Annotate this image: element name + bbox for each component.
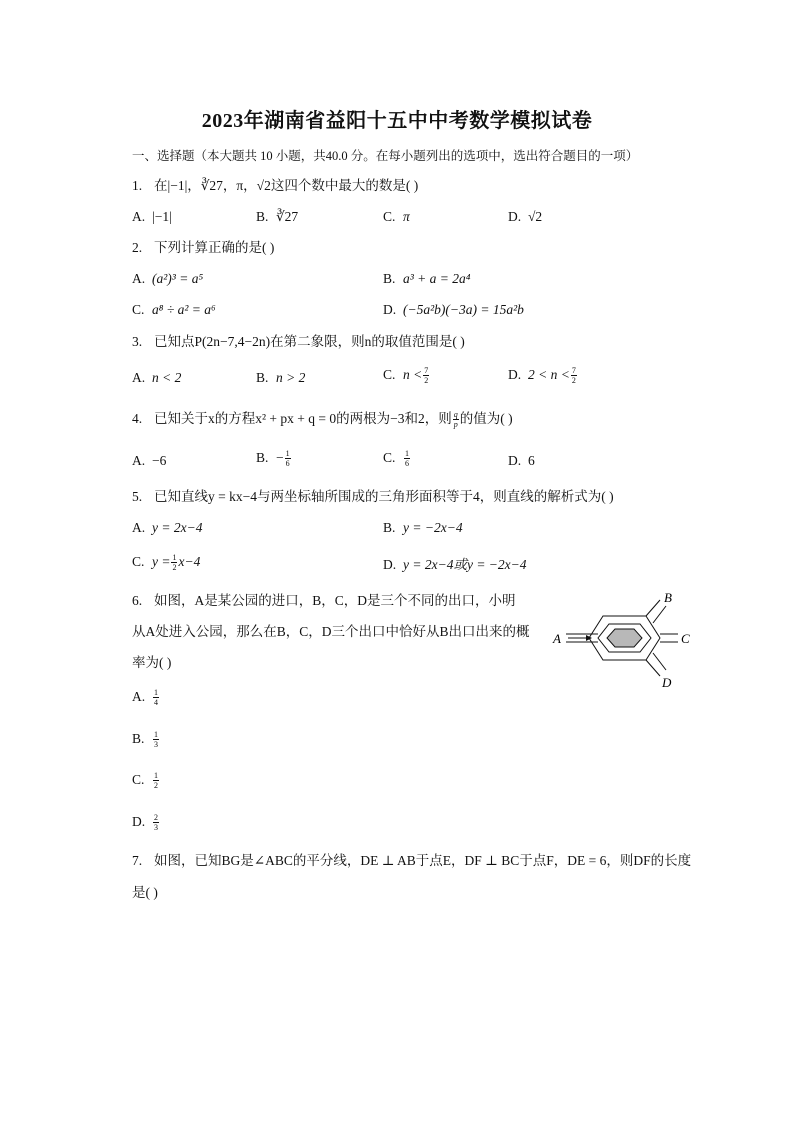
option-c bbox=[383, 366, 430, 385]
fraction-denominator: 4 bbox=[154, 698, 158, 708]
option-label: D. bbox=[508, 209, 522, 224]
fraction-denominator: 3 bbox=[154, 823, 158, 833]
park-diagram bbox=[548, 590, 698, 690]
question-3 bbox=[132, 333, 465, 351]
option-text: (−5a²b)(−3a) = 15a²b bbox=[403, 302, 524, 317]
option-label: C. bbox=[383, 367, 396, 382]
question-number: 6. bbox=[132, 593, 143, 608]
option-a bbox=[132, 688, 160, 707]
fraction-denominator: 6 bbox=[405, 459, 409, 469]
option-a bbox=[132, 369, 181, 387]
option-label: A. bbox=[132, 209, 146, 224]
fraction bbox=[171, 553, 177, 572]
option-label: D. bbox=[508, 367, 522, 382]
fraction-denominator: 2 bbox=[571, 376, 576, 386]
option-text: n < bbox=[403, 367, 423, 382]
option-label: D. bbox=[508, 453, 522, 468]
question-number: 2. bbox=[132, 240, 143, 255]
label-d: D bbox=[662, 675, 672, 690]
option-b bbox=[256, 208, 298, 226]
option-text: a³ + a = 2a⁴ bbox=[403, 271, 471, 286]
option-label: B. bbox=[256, 370, 269, 385]
option-text: −6 bbox=[152, 453, 167, 468]
option-label: A. bbox=[132, 370, 146, 385]
question-number: 1. bbox=[132, 178, 143, 193]
option-label: A. bbox=[132, 689, 146, 704]
option-text: 6 bbox=[528, 453, 535, 468]
question-text-line-1: 如图，已知BG是∠ABC的平分线，DE ⊥ AB于点E，DF ⊥ BC于点F，DE = 6，则DF的长度 bbox=[154, 853, 692, 868]
option-text: y = 2x−4 bbox=[152, 520, 203, 535]
option-text: n < 2 bbox=[152, 370, 182, 385]
option-label: C. bbox=[132, 554, 145, 569]
option-label: C. bbox=[383, 450, 396, 465]
option-b bbox=[132, 730, 160, 749]
option-label: D. bbox=[383, 302, 397, 317]
option-c bbox=[383, 208, 410, 226]
fraction bbox=[153, 771, 159, 790]
option-label: A. bbox=[132, 453, 146, 468]
option-d bbox=[383, 556, 527, 574]
fraction bbox=[404, 449, 410, 468]
option-d bbox=[383, 301, 524, 319]
fraction-numerator: 7 bbox=[571, 366, 576, 376]
question-4 bbox=[132, 410, 513, 429]
center-hexagon bbox=[607, 629, 642, 647]
option-text: y = 2x−4或y = −2x−4 bbox=[403, 557, 527, 572]
option-b bbox=[383, 519, 463, 537]
exit-d-line-1 bbox=[646, 660, 660, 676]
fraction bbox=[153, 688, 159, 707]
fraction bbox=[153, 730, 159, 749]
fraction-denominator: 2 bbox=[172, 563, 177, 573]
question-text: 已知点P(2n−7,4−2n)在第二象限，则n的取值范围是( ) bbox=[154, 334, 465, 349]
exit-b-line-2 bbox=[653, 606, 666, 623]
question-7-line-2: 是( ) bbox=[132, 885, 158, 900]
fraction-denominator: 2 bbox=[154, 781, 158, 791]
option-text-suffix: x−4 bbox=[178, 554, 201, 569]
option-label: A. bbox=[132, 520, 146, 535]
option-c bbox=[132, 553, 200, 572]
fraction-numerator: 2 bbox=[154, 813, 158, 823]
option-a bbox=[132, 519, 202, 537]
question-5 bbox=[132, 488, 614, 506]
option-text: √2 bbox=[528, 209, 543, 224]
option-text: n > 2 bbox=[276, 370, 306, 385]
option-text: π bbox=[403, 209, 410, 224]
option-text: a⁸ ÷ a² = a⁶ bbox=[152, 302, 216, 317]
option-label: B. bbox=[383, 520, 396, 535]
option-b bbox=[256, 449, 292, 468]
option-text: y = bbox=[152, 554, 171, 569]
question-text: 在|−1|，∛27，π，√2这四个数中最大的数是( ) bbox=[154, 178, 419, 193]
option-d bbox=[508, 452, 535, 470]
label-c: C bbox=[681, 631, 690, 646]
label-b: B bbox=[664, 590, 672, 605]
fraction-numerator: 1 bbox=[285, 449, 290, 459]
question-text: 已知直线y = kx−4与两坐标轴所围成的三角形面积等于4，则直线的解析式为( ) bbox=[154, 489, 614, 504]
fraction-denominator: 3 bbox=[154, 740, 158, 750]
option-text: |−1| bbox=[152, 209, 172, 224]
question-6-line-2: 从A处进入公园，那么在B，C，D三个出口中恰好从B出口出来的概 bbox=[132, 624, 530, 639]
option-label: B. bbox=[383, 271, 396, 286]
fraction bbox=[285, 449, 291, 468]
exit-b-line-1 bbox=[646, 600, 660, 616]
option-label: D. bbox=[383, 557, 397, 572]
option-d bbox=[132, 813, 160, 832]
question-number: 4. bbox=[132, 411, 143, 426]
question-text: 下列计算正确的是( ) bbox=[154, 240, 275, 255]
question-number: 7. bbox=[132, 853, 143, 868]
section-heading: 一、选择题（本大题共 10 小题，共40.0 分。在每小题列出的选项中，选出符合题目的一项） bbox=[132, 149, 639, 163]
question-2 bbox=[132, 239, 274, 257]
question-number: 3. bbox=[132, 334, 143, 349]
option-text: ∛27 bbox=[276, 209, 299, 224]
option-d bbox=[508, 366, 578, 385]
option-label: B. bbox=[256, 209, 269, 224]
option-c bbox=[132, 771, 160, 790]
question-6 bbox=[132, 592, 516, 610]
option-text: y = −2x−4 bbox=[403, 520, 463, 535]
exit-d-line-2 bbox=[653, 653, 666, 670]
fraction-numerator: 1 bbox=[172, 553, 177, 563]
option-label: C. bbox=[132, 772, 145, 787]
option-c bbox=[383, 449, 411, 468]
fraction-numerator: 1 bbox=[154, 730, 158, 740]
question-number: 5. bbox=[132, 489, 143, 504]
option-c bbox=[132, 301, 216, 319]
question-6-line-3: 率为( ) bbox=[132, 655, 172, 670]
question-7 bbox=[132, 852, 691, 870]
park-figure-svg bbox=[548, 590, 698, 690]
question-text: 已知关于x的方程x² + px + q = 0的两根为−3和2，则 bbox=[154, 411, 452, 426]
option-text: (a²)³ = a⁵ bbox=[152, 271, 204, 286]
fraction-numerator: 1 bbox=[405, 449, 409, 459]
fraction-denominator: 6 bbox=[285, 459, 290, 469]
option-label: B. bbox=[256, 450, 269, 465]
fraction bbox=[423, 366, 429, 385]
fraction-denominator: p bbox=[453, 420, 458, 430]
option-label: B. bbox=[132, 731, 145, 746]
fraction-numerator: 1 bbox=[154, 688, 158, 698]
option-text: − bbox=[276, 450, 284, 465]
option-a bbox=[132, 208, 172, 226]
fraction bbox=[571, 366, 577, 385]
fraction-numerator: q bbox=[453, 410, 458, 420]
option-label: C. bbox=[383, 209, 396, 224]
option-label: C. bbox=[132, 302, 145, 317]
fraction bbox=[453, 410, 459, 429]
option-text: 2 < n < bbox=[528, 367, 570, 382]
question-text-line-1: 如图，A是某公园的进口，B，C，D是三个不同的出口，小明 bbox=[154, 593, 516, 608]
option-b bbox=[383, 270, 470, 288]
option-b bbox=[256, 369, 305, 387]
label-a: A bbox=[553, 631, 561, 646]
fraction-denominator: 2 bbox=[424, 376, 429, 386]
question-text-end: 的值为( ) bbox=[459, 411, 513, 426]
option-a bbox=[132, 452, 166, 470]
fraction bbox=[153, 813, 159, 832]
fraction-numerator: 7 bbox=[424, 366, 429, 376]
option-a bbox=[132, 270, 203, 288]
option-label: D. bbox=[132, 814, 146, 829]
exam-title: 2023年湖南省益阳十五中中考数学模拟试卷 bbox=[201, 110, 593, 132]
option-label: A. bbox=[132, 271, 146, 286]
option-d bbox=[508, 208, 542, 226]
fraction-numerator: 1 bbox=[154, 771, 158, 781]
question-1 bbox=[132, 177, 418, 195]
